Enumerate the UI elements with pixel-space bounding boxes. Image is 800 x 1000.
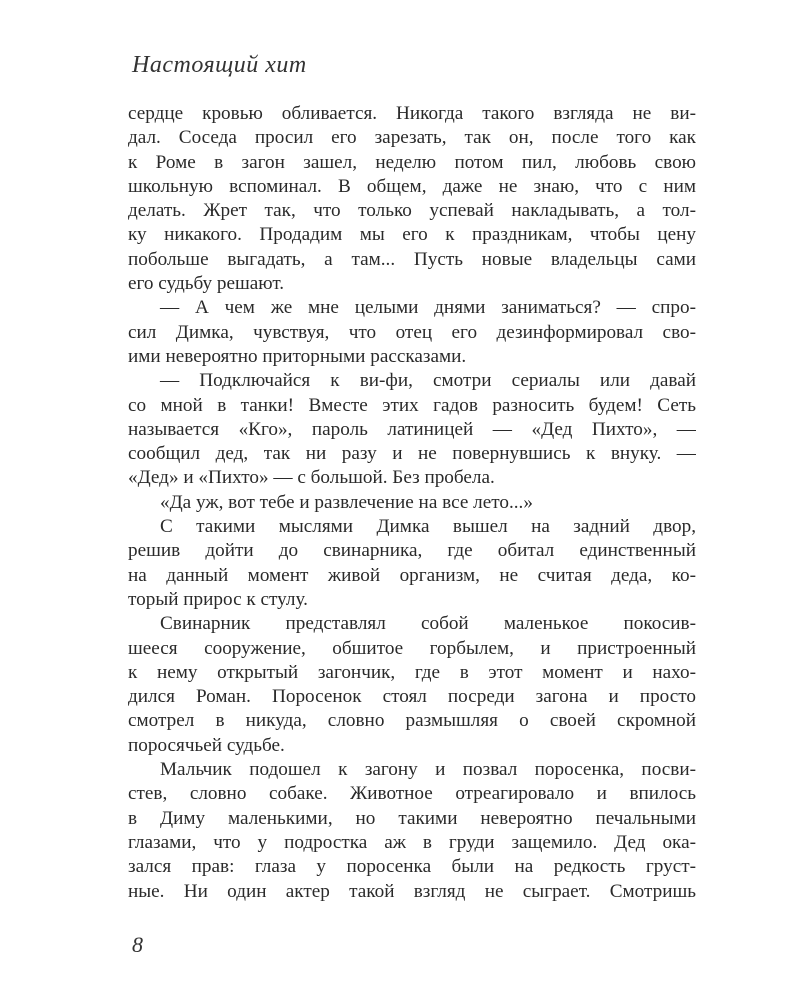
- text-line: побольше выгадать, а там... Пусть новые владельцы сами: [128, 248, 696, 270]
- text-line: «Да уж, вот тебе и развлечение на все лето...»: [160, 491, 533, 513]
- page-number: 8: [132, 932, 143, 957]
- text-line: дал. Соседа просил его зарезать, так он, после того как: [128, 127, 696, 149]
- text-line: к Роме в загон зашел, неделю потом пил, любовь свою: [128, 151, 696, 173]
- text-line: Мальчик подошел к загону и позвал поросенка, посви-: [160, 759, 696, 781]
- text-line: со мной в танки! Вместе этих гадов разносить будем! Сеть: [128, 394, 696, 416]
- text-line: ные. Ни один актер такой взгляд не сыграет. Смотришь: [128, 880, 696, 902]
- text-line: глазами, что у подростка аж в груди защемило. Дед ока-: [128, 831, 696, 853]
- text-line: торый прирос к стулу.: [128, 588, 308, 610]
- text-line: — А чем же мне целыми днями заниматься? — спро-: [160, 297, 696, 319]
- text-line: Свинарник представлял собой маленькое покосив-: [160, 613, 696, 635]
- text-line: называется «Кго», пароль латиницей — «Дед Пихто», —: [128, 418, 696, 440]
- text-line: зался прав: глаза у поросенка были на редкость груст-: [128, 856, 696, 878]
- body-text: [128, 102, 696, 904]
- text-line: — Подключайся к ви-фи, смотри сериалы или давай: [160, 370, 696, 392]
- text-line: на данный момент живой организм, не считая деда, ко-: [128, 564, 696, 586]
- text-line: его судьбу решают.: [128, 273, 285, 295]
- text-line: поросячьей судьбе.: [128, 734, 285, 756]
- text-line: С такими мыслями Димка вышел на задний двор,: [160, 516, 696, 538]
- text-line: решив дойти до свинарника, где обитал единственный: [128, 540, 696, 562]
- text-line: в Диму маленькими, но такими невероятно печальными: [128, 807, 696, 829]
- text-line: ку никакого. Продадим мы его к праздникам, чтобы цену: [128, 224, 696, 246]
- text-line: к нему открытый загончик, где в этот момент и нахо-: [128, 661, 696, 683]
- text-line: школьную вспоминал. В общем, даже не знаю, что с ним: [128, 175, 696, 197]
- text-line: ими невероятно приторными рассказами.: [128, 345, 467, 367]
- text-line: шееся сооружение, обшитое горбылем, и пристроенный: [128, 637, 696, 659]
- text-line: сил Димка, чувствуя, что отец его дезинформировал сво-: [128, 321, 696, 343]
- text-line: стев, словно собаке. Животное отреагировало и впилось: [128, 783, 696, 805]
- text-line: сообщил дед, так ни разу и не повернувшись к внуку. —: [128, 443, 696, 465]
- running-head: Настоящий хит: [132, 52, 307, 78]
- text-line: смотрел в никуда, словно размышляя о своей скромной: [128, 710, 696, 732]
- text-line: «Дед» и «Пихто» — с большой. Без пробела.: [128, 467, 495, 489]
- text-line: сердце кровью обливается. Никогда такого взгляда не ви-: [128, 103, 696, 124]
- text-line: делать. Жрет так, что только успевай накладывать, а тол-: [128, 200, 696, 222]
- text-line: дился Роман. Поросенок стоял посреди загона и просто: [128, 686, 696, 708]
